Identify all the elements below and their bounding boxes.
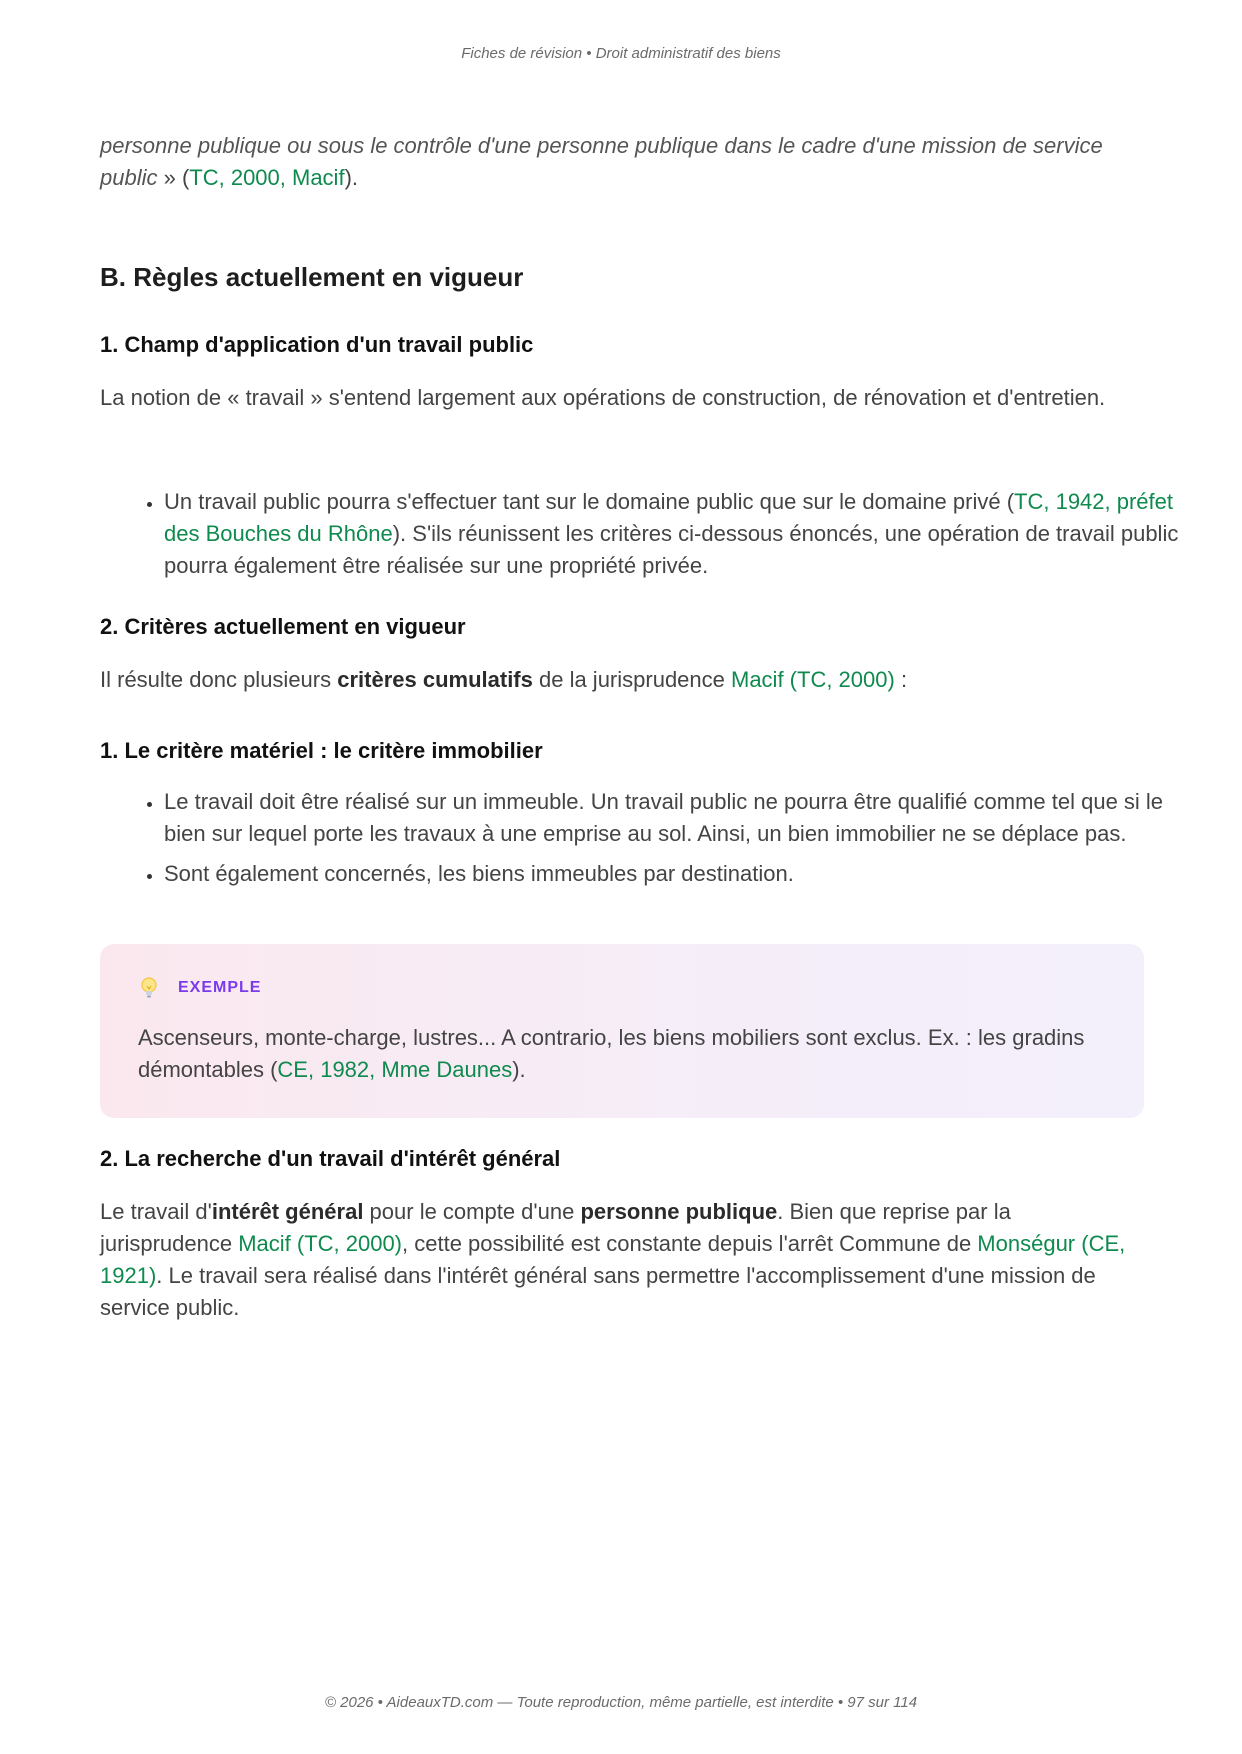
paragraph-text: de la jurisprudence (532, 667, 731, 692)
paragraph-text: pour le compte d'une (363, 1199, 581, 1224)
materiel-bullet-list (100, 786, 1208, 898)
example-header (138, 976, 261, 1000)
lightbulb-icon (138, 976, 160, 1000)
example-callout (100, 944, 1144, 1118)
running-header: Fiches de révision • Droit administratif des biens (461, 45, 781, 62)
subsection-title-champ: 1. Champ d'application d'un travail public (100, 332, 534, 357)
example-body-text: ). (512, 1057, 526, 1082)
section-title-b: B. Règles actuellement en vigueur (100, 262, 524, 292)
lead-end: ). (344, 165, 359, 190)
bold-text: intérêt général (211, 1199, 364, 1224)
champ-paragraph: La notion de « travail » s'entend largement aux opérations de construction, de rénovation et d'entretien. (100, 385, 1106, 410)
paragraph-text: , cette possibilité est constante depuis l'arrêt Commune de (402, 1231, 978, 1256)
interet-general-paragraph (100, 1196, 1144, 1324)
paragraph-text: : (894, 667, 908, 692)
subsection-title-criteres: 2. Critères actuellement en vigueur (100, 614, 466, 639)
paragraph-text: . Bien que reprise par la jurisprudence (100, 1199, 1011, 1256)
paragraph-text: Le travail d' (100, 1199, 212, 1224)
champ-bullet-list (100, 486, 1208, 590)
ref-link-macif-2[interactable]: Macif (TC, 2000) (238, 1231, 403, 1256)
lead-quote-close: » ( (157, 165, 190, 190)
lead-quote: personne publique ou sous le contrôle d'une personne publique dans le cadre d'une mission de service public (100, 133, 1103, 190)
criterion-title-interet-general: 2. La recherche d'un travail d'intérêt général (100, 1146, 561, 1171)
lead-paragraph (100, 130, 1144, 194)
criteres-paragraph (100, 664, 1144, 696)
bullet-text: ). S'ils réunissent les critères ci-dessous énoncés, une opération de travail public pourra également être réalisée sur une propriété privée. (164, 521, 1179, 578)
list-item: • Le travail doit être réalisé sur un immeuble. Un travail public ne pourra être qualifié comme tel que si le bien sur lequel porte les travaux à une emprise au sol. Ainsi, un bien immobilier ne se déplace pas. (164, 786, 1208, 850)
ref-link-ce-1982[interactable]: CE, 1982, Mme Daunes (277, 1057, 513, 1082)
bold-text: personne publique (580, 1199, 778, 1224)
example-label: EXEMPLE (178, 979, 262, 996)
bullet-text: Un travail public pourra s'effectuer tant sur le domaine public que sur le domaine privé ( (164, 489, 1015, 514)
bold-text: critères cumulatifs (337, 667, 533, 692)
paragraph-text: Il résulte donc plusieurs (100, 667, 338, 692)
list-item: • Sont également concernés, les biens immeubles par destination. (164, 858, 1208, 890)
example-body-text: Ascenseurs, monte-charge, lustres... A contrario, les biens mobiliers sont exclus. Ex. : les gradins démontables ( (138, 1025, 1085, 1082)
ref-link-tc-1942[interactable]: TC, 1942, préfet des Bouches du Rhône (164, 489, 1174, 546)
running-footer: © 2026 • AideauxTD.com — Toute reproduction, même partielle, est interdite • 97 sur 114 (324, 1694, 918, 1711)
ref-link-macif[interactable]: Macif (TC, 2000) (731, 667, 895, 692)
ref-link-tc-2000-macif[interactable]: TC, 2000, Macif (189, 165, 345, 190)
list-item (164, 486, 1208, 582)
example-text (138, 1022, 1098, 1086)
paragraph-text: . Le travail sera réalisé dans l'intérêt général sans permettre l'accomplissement d'une mission de service public. (100, 1263, 1096, 1320)
ref-link-monsegur[interactable]: Monségur (CE, 1921) (100, 1231, 1126, 1288)
criterion-title-materiel: 1. Le critère matériel : le critère immobilier (100, 738, 543, 763)
